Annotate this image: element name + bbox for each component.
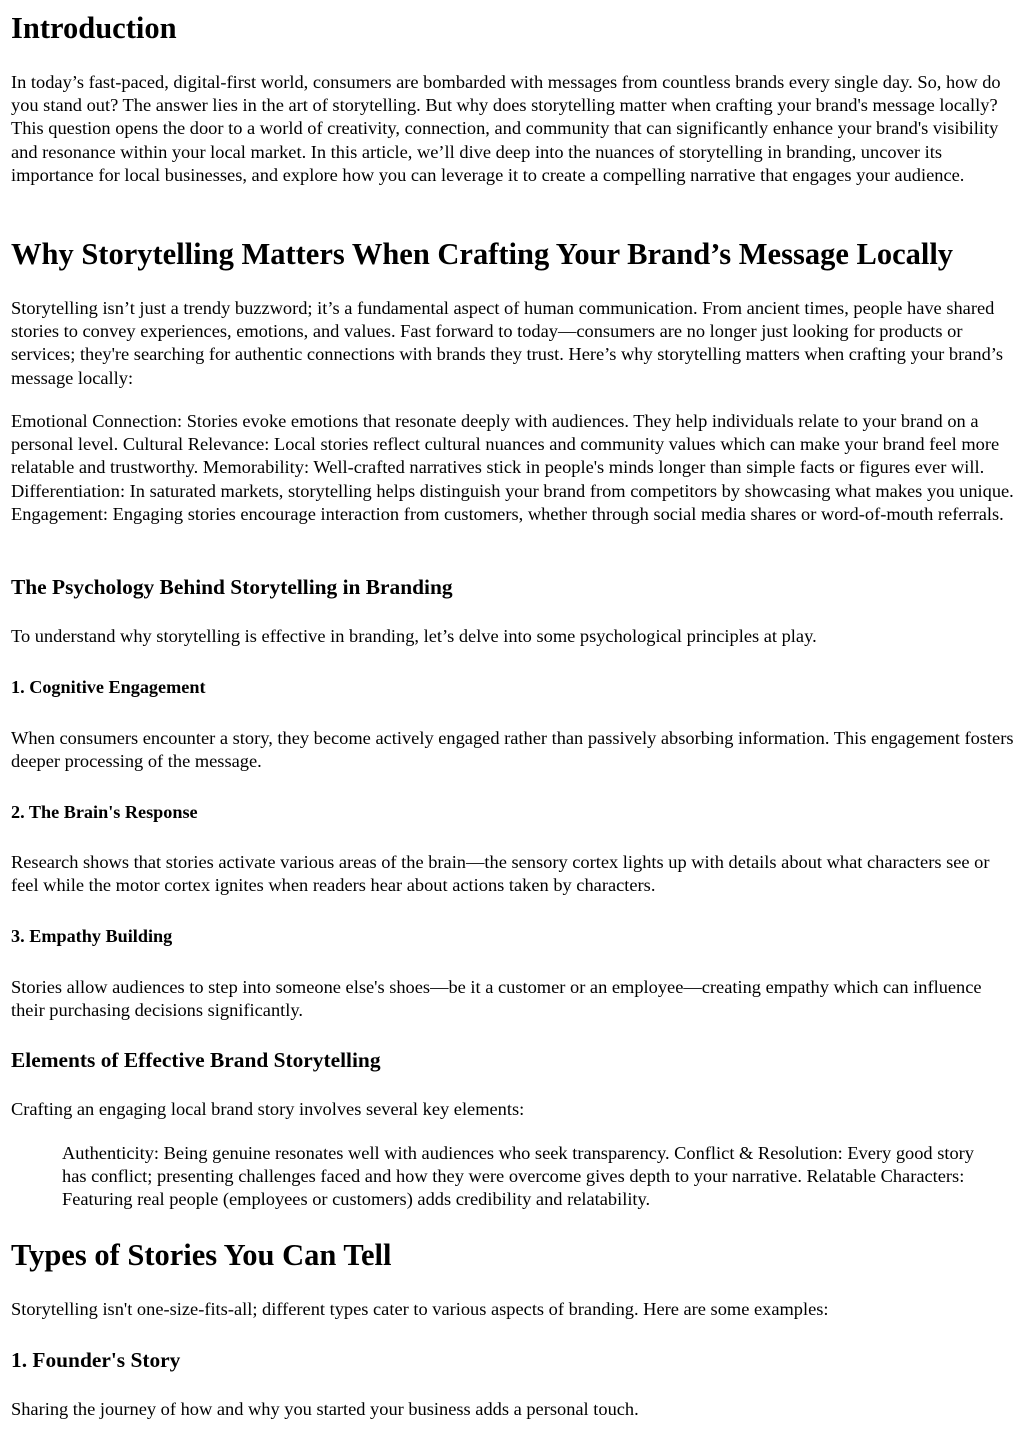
psychology-heading: The Psychology Behind Storytelling in Branding	[11, 575, 453, 599]
cognitive-engagement-paragraph: When consumers encounter a story, they become actively engaged rather than passively absorbing information. This engagement fosters deeper processing of the message.	[11, 728, 1014, 772]
brain-response-heading: 2. The Brain's Response	[11, 802, 198, 822]
elements-paragraph: Crafting an engaging local brand story involves several key elements:	[11, 1099, 525, 1119]
types-of-stories-paragraph: Storytelling isn't one-size-fits-all; different types cater to various aspects of branding. Here are some examples:	[11, 1299, 829, 1319]
founders-story-paragraph: Sharing the journey of how and why you started your business adds a personal touch.	[11, 1399, 639, 1419]
why-storytelling-heading: Why Storytelling Matters When Crafting Your Brand’s Message Locally	[11, 237, 954, 271]
psychology-paragraph: To understand why storytelling is effective in branding, let’s delve into some psychological principles at play.	[11, 626, 817, 646]
empathy-building-paragraph: Stories allow audiences to step into someone else's shoes—be it a customer or an employee—creating empathy which can influence their purchasing decisions significantly.	[11, 977, 982, 1021]
elements-blockquote: Authenticity: Being genuine resonates well with audiences who seek transparency. Conflict & Resolution: Every good story has conflict; presenting challenges faced and how they were overcome gives depth to your narrative. Relatable Characters: Featuring real people (employees or customers) adds credibility and relatability.	[62, 1143, 974, 1210]
reasons-paragraph: Emotional Connection: Stories evoke emotions that resonate deeply with audiences. They help individuals relate to your brand on a personal level. Cultural Relevance: Local stories reflect cultural nuances and community values which can make your brand feel more relatable and trustworthy. Memorability: Well-crafted narratives stick in people's minds longer than simple facts or figures ever will. Differentiation: In saturated markets, storytelling helps distinguish your brand from competitors by showcasing what makes you unique. Engagement: Engaging stories encourage interaction from customers, whether through social media shares or word-of-mouth referrals.	[11, 411, 1014, 524]
founders-story-heading: 1. Founder's Story	[11, 1348, 181, 1372]
elements-heading: Elements of Effective Brand Storytelling	[11, 1048, 381, 1072]
brain-response-paragraph: Research shows that stories activate various areas of the brain—the sensory cortex lights up with details about what characters see or feel while the motor cortex ignites when readers hear about actions taken by characters.	[11, 852, 990, 896]
types-of-stories-heading: Types of Stories You Can Tell	[11, 1238, 392, 1272]
cognitive-engagement-heading: 1. Cognitive Engagement	[11, 677, 206, 697]
intro-paragraph: In today’s fast-paced, digital-first world, consumers are bombarded with messages from countless brands every single day. So, how do you stand out? The answer lies in the art of storytelling. But why does storytelling matter when crafting your brand's message locally? This question opens the door to a world of creativity, connection, and community that can significantly enhance your brand's visibility and resonance within your local market. In this article, we’ll dive deep into the nuances of storytelling in branding, uncover its importance for local businesses, and explore how you can leverage it to create a compelling narrative that engages your audience.	[11, 72, 1001, 185]
empathy-building-heading: 3. Empathy Building	[11, 926, 173, 946]
why-storytelling-paragraph: Storytelling isn’t just a trendy buzzword; it’s a fundamental aspect of human communication. From ancient times, people have shared stories to convey experiences, emotions, and values. Fast forward to today—consumers are no longer just looking for products or services; they're searching for authentic connections with brands they trust. Here’s why storytelling matters when crafting your brand’s message locally:	[11, 298, 1004, 388]
intro-heading: Introduction	[11, 11, 177, 45]
